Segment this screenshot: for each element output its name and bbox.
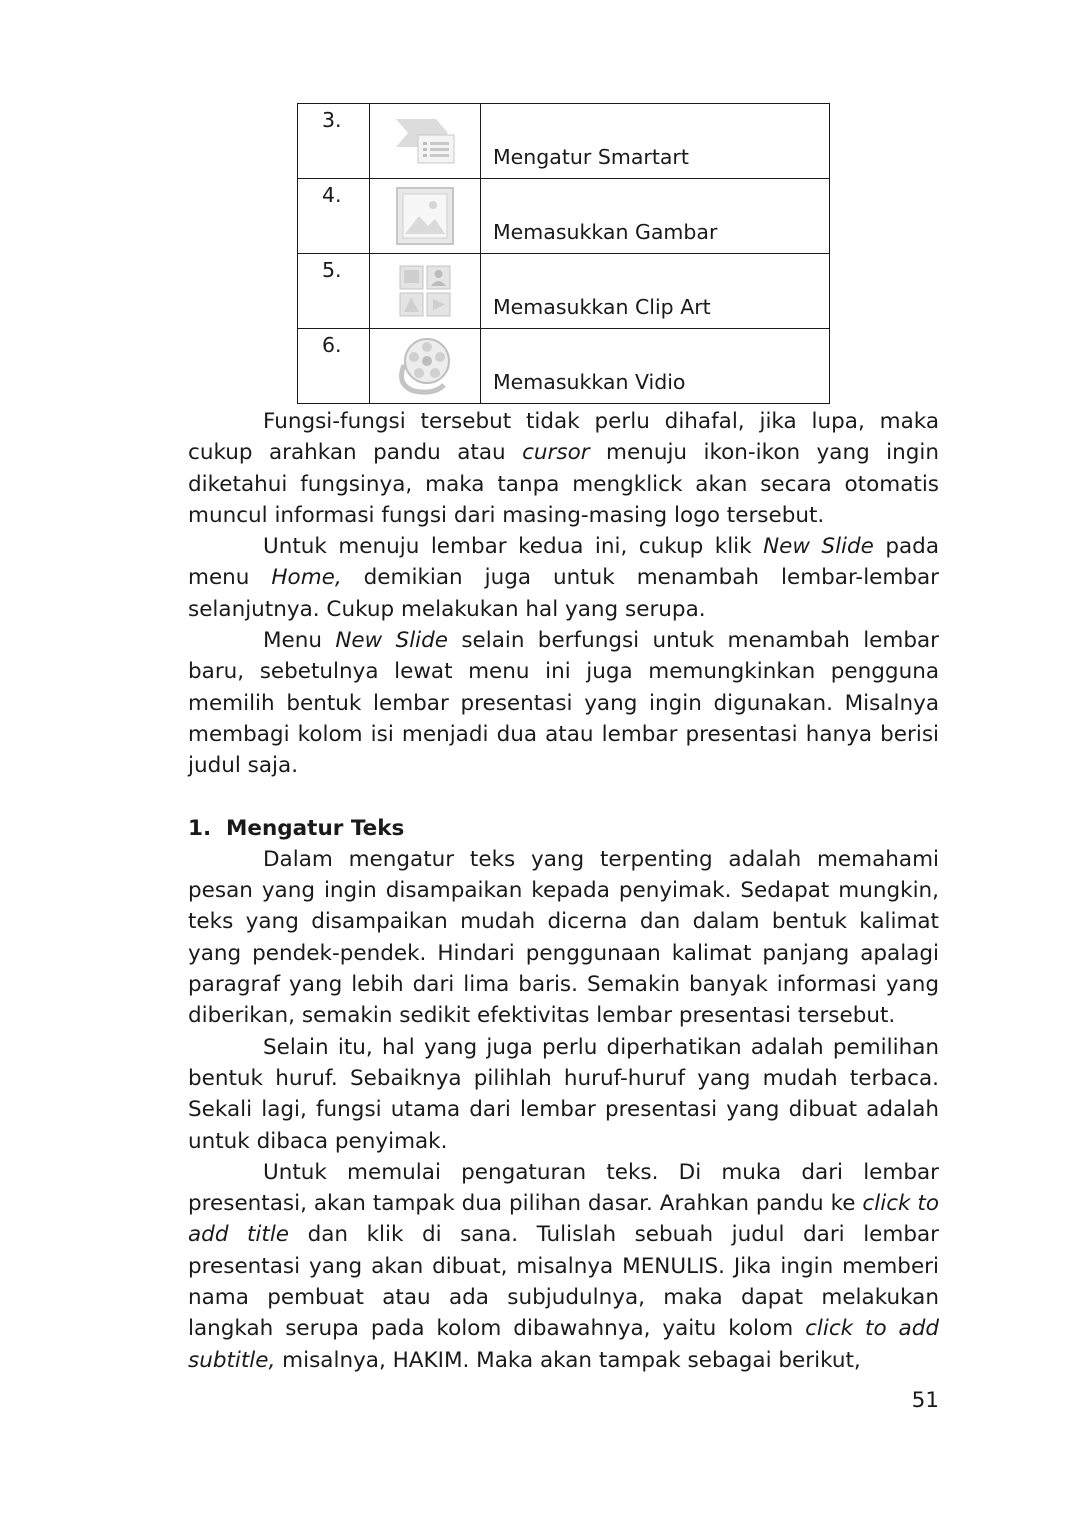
table-row bbox=[298, 104, 830, 179]
row-label: Mengatur Smartart bbox=[481, 104, 830, 179]
text-run: Menu bbox=[263, 628, 336, 654]
table-row bbox=[298, 254, 830, 329]
italic-term: New Slide bbox=[335, 628, 449, 654]
italic-term: Home, bbox=[271, 565, 342, 591]
paragraph: Dalam mengatur teks yang terpenting adalah memahami pesan yang ingin disampaikan kepada penyimak. Sedapat mungkin, teks yang disampaikan mudah dicerna dan dalam bentuk kalimat yang pendek-pendek. Hindari penggunaan kalimat panjang apalagi paragraf yang lebih dari lima baris. Semakin banyak informasi yang diberikan, semakin sedikit efektivitas lembar presentasi tersebut. bbox=[188, 846, 939, 1029]
picture-icon bbox=[370, 186, 480, 246]
text-run: Untuk menuju lembar kedua ini, cukup klik bbox=[263, 534, 764, 560]
row-number: 3. bbox=[298, 104, 370, 179]
text-run: dan klik di sana. Tulislah sebuah judul dari lembar presentasi yang akan dibuat, misalnya MENULIS. Jika ingin memberi nama pembuat atau ada subjudulnya, maka dapat melakukan langkah serupa pada kolom dibawahnya, yaitu kolom bbox=[188, 1222, 939, 1342]
italic-term: click to add subtitle, bbox=[188, 1316, 940, 1373]
text-run: demikian juga untuk menambah lembar-lembar selanjutnya. Cukup melakukan hal yang serupa. bbox=[188, 565, 939, 622]
text-run: menuju ikon-ikon yang ingin diketahui fungsinya, maka tanpa mengklick akan secara otomatis muncul informasi fungsi dari masing-masing logo tersebut. bbox=[188, 440, 940, 528]
paragraph: Selain itu, hal yang juga perlu diperhatikan adalah pemilihan bentuk huruf. Sebaiknya pilihlah huruf-huruf yang mudah terbaca. Sekali lagi, fungsi utama dari lembar presentasi yang dibuat adalah untuk dibaca penyimak. bbox=[188, 1034, 939, 1154]
row-label: Memasukkan Gambar bbox=[481, 179, 830, 254]
text-run: Fungsi-fungsi tersebut tidak perlu dihafal, jika lupa, maka cukup arahkan pandu atau bbox=[188, 409, 939, 466]
text-run: selain berfungsi untuk menambah lembar baru, sebetulnya lewat menu ini juga memungkinkan pengguna memilih bentuk lembar presentasi yang ingin digunakan. Misalnya membagi kolom isi menjadi dua atau lembar presentasi hanya berisi judul saja. bbox=[188, 628, 939, 779]
italic-term: New Slide bbox=[763, 534, 874, 560]
text-run: misalnya, HAKIM. Maka akan tampak sebagai berikut, bbox=[275, 1347, 861, 1373]
table-row bbox=[298, 329, 830, 404]
row-label: Memasukkan Vidio bbox=[481, 329, 830, 404]
italic-term: cursor bbox=[522, 440, 590, 466]
icon-cell bbox=[370, 179, 481, 254]
video-icon bbox=[370, 335, 480, 397]
text-run: Untuk memulai pengaturan teks. Di muka dari lembar presentasi, akan tampak dua pilihan dasar. Arahkan pandu ke bbox=[188, 1159, 939, 1217]
row-number: 5. bbox=[298, 254, 370, 329]
table-row bbox=[298, 179, 830, 254]
icon-cell bbox=[370, 104, 481, 179]
smartart-icon bbox=[370, 115, 480, 167]
main-text bbox=[188, 406, 939, 1376]
italic-term: click to add title bbox=[188, 1191, 939, 1248]
icon-cell bbox=[370, 329, 481, 404]
paragraph bbox=[188, 1157, 939, 1376]
row-number: 6. bbox=[298, 329, 370, 404]
section-title: Mengatur Teks bbox=[226, 815, 405, 841]
row-number: 4. bbox=[298, 179, 370, 254]
clip-art-icon bbox=[370, 263, 480, 319]
row-label: Memasukkan Clip Art bbox=[481, 254, 830, 329]
paragraph bbox=[188, 531, 939, 625]
page-number: 51 bbox=[911, 1388, 939, 1413]
icon-cell bbox=[370, 254, 481, 329]
icon-function-table bbox=[297, 103, 830, 404]
paragraph bbox=[188, 406, 939, 531]
paragraph bbox=[188, 625, 939, 781]
section-number: 1. bbox=[188, 815, 212, 841]
section-heading bbox=[188, 813, 939, 844]
text-run: pada menu bbox=[188, 534, 939, 591]
